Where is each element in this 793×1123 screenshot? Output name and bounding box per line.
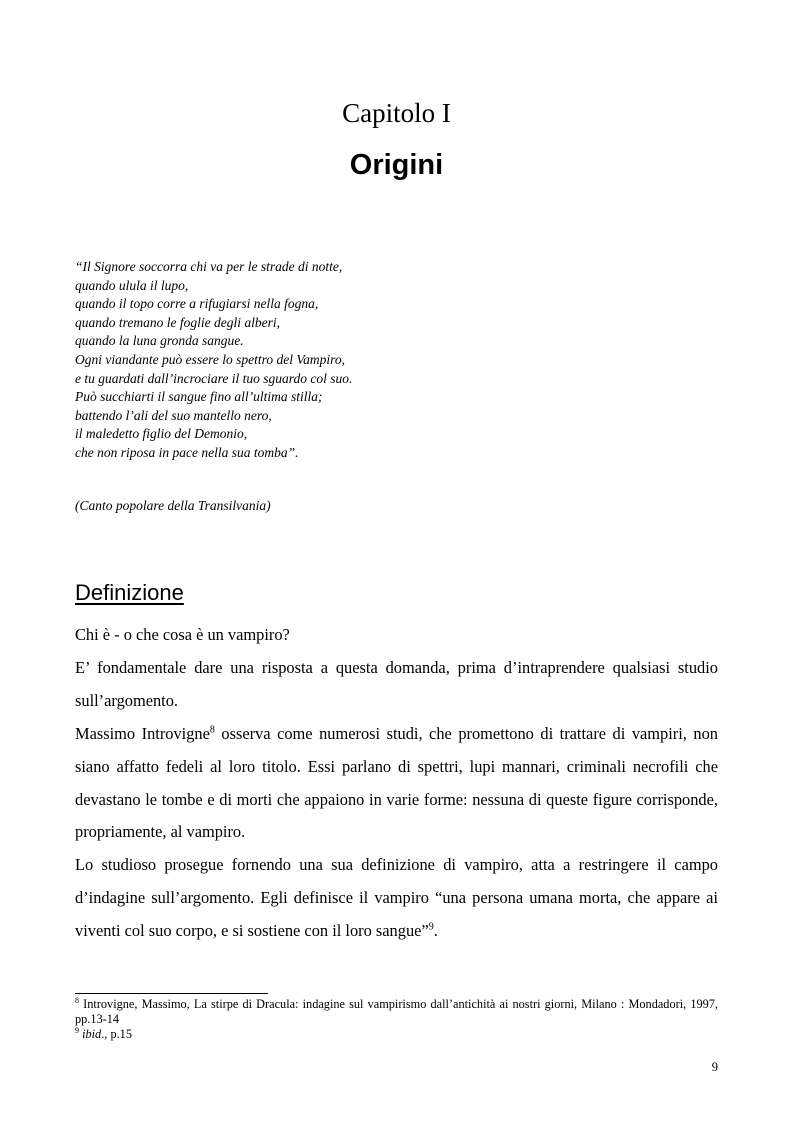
epigraph-attribution: (Canto popolare della Transilvania) xyxy=(75,498,271,513)
section-heading: Definizione xyxy=(75,580,184,605)
paragraph-text: osserva come numerosi studi, che promettono di trattare di vampiri, non siano affatto fedeli al loro titolo. Essi parlano di spettri, lupi mannari, criminali necrofili che devastano le tombe e di morti che appaiono in varie forme: nessuna di queste figure corrisponde, propriamente, al vampiro. xyxy=(75,723,718,842)
paragraph-intro: E’ fondamentale dare una risposta a questa domanda, prima d’intraprendere qualsiasi studio sull’argomento. xyxy=(75,657,718,710)
poem-line: quando tremano le foglie degli alberi, xyxy=(75,314,280,330)
footnote-9 xyxy=(75,1027,718,1042)
page-number: 9 xyxy=(711,1060,718,1074)
paragraph-text: Massimo Introvigne xyxy=(75,723,210,743)
poem-line: e tu guardati dall’incrociare il tuo sguardo col suo. xyxy=(75,370,353,386)
footnote-ref-8: 8 xyxy=(209,724,215,736)
footnote-divider xyxy=(75,993,268,994)
poem-line: che non riposa in pace nella sua tomba”. xyxy=(75,444,299,460)
poem-line: Può succhiarti il sangue fino all’ultima stilla; xyxy=(75,389,323,405)
paragraph-text: Lo studioso prosegue fornendo una sua definizione di vampiro, atta a restringere il campo d’indagine sull’argomento. Egli definisce il vampiro “una persona umana morta, che appare ai viventi col suo corpo, e si sostiene con il loro sangue” xyxy=(75,855,718,941)
footnote-text: ., p.15 xyxy=(101,1027,132,1041)
body-text xyxy=(75,619,718,948)
footnote-italic-text: ibid xyxy=(82,1027,102,1041)
chapter-title: Origini xyxy=(349,149,444,181)
chapter-label: Capitolo I xyxy=(342,98,451,128)
poem-line: battendo l’ali del suo mantello nero, xyxy=(75,407,272,423)
poem-line: quando la luna gronda sangue. xyxy=(75,333,244,349)
footnote-ref-9: 9 xyxy=(428,921,434,933)
poem-line: Ogni viandante può essere lo spettro del Vampiro, xyxy=(75,351,345,367)
epigraph-poem xyxy=(75,258,352,463)
footnote-8 xyxy=(75,997,718,1027)
footnotes xyxy=(75,997,718,1042)
footnote-text: Introvigne, Massimo, La stirpe di Dracula: indagine sul vampirismo dall’antichità ai nostri giorni, Milano : Mondadori, 1997, pp.13-14 xyxy=(75,997,718,1026)
poem-line: il maledetto figlio del Demonio, xyxy=(75,426,248,442)
poem-line: “Il Signore soccorra chi va per le strade di notte, xyxy=(75,259,343,274)
paragraph-definition xyxy=(75,849,718,948)
paragraph-introvigne xyxy=(75,718,718,850)
paragraph-text: . xyxy=(433,921,438,941)
paragraph-question: Chi è - o che cosa è un vampiro? xyxy=(75,625,290,644)
poem-line: quando ulula il lupo, xyxy=(75,277,189,293)
footnote-number: 9 xyxy=(75,1025,79,1035)
footnote-number: 8 xyxy=(75,995,79,1005)
poem-line: quando il topo corre a rifugiarsi nella fogna, xyxy=(75,296,319,312)
